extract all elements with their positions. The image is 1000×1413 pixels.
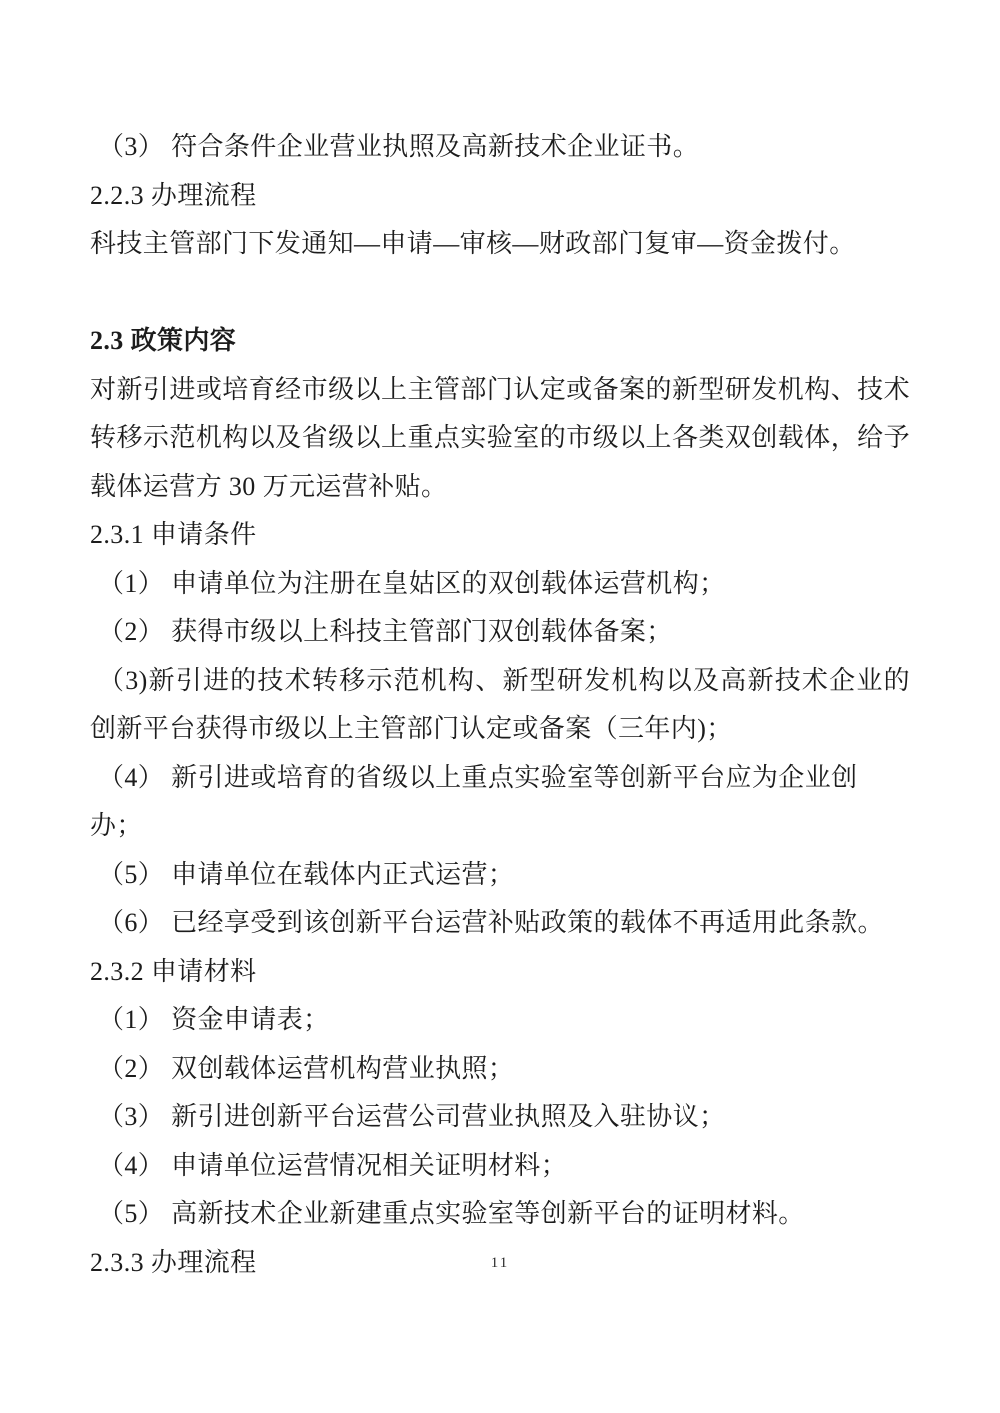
section-heading-2-3-2: 2.3.2 申请材料 xyxy=(90,956,257,986)
list-item: （2） 获得市级以上科技主管部门双创载体备案； xyxy=(98,617,673,646)
section-heading-2-3-1: 2.3.1 申请条件 xyxy=(90,520,257,549)
list-item: （4） 申请单位运营情况相关证明材料； xyxy=(98,1150,568,1180)
list-item: （4） 新引进或培育的省级以上重点实验室等创新平台应为企业创办； xyxy=(90,762,858,840)
section-heading-2-3-3: 2.3.3 办理流程 xyxy=(90,1247,257,1277)
list-item: （5） 高新技术企业新建重点实验室等创新平台的证明材料。 xyxy=(98,1199,805,1228)
section-heading-2-3: 2.3 政策内容 xyxy=(90,326,237,355)
page-number: 11 xyxy=(490,1255,510,1271)
section-heading-2-2-3: 2.2.3 办理流程 xyxy=(90,180,257,210)
blank-line xyxy=(90,269,910,318)
paragraph-process-flow: 科技主管部门下发通知—申请—审核—财政部门复审—资金拨付。 xyxy=(90,229,856,258)
list-item: （6） 已经享受到该创新平台运营补贴政策的载体不再适用此条款。 xyxy=(98,908,884,937)
list-item: （3） 符合条件企业营业执照及高新技术企业证书。 xyxy=(98,132,700,161)
list-item: （1） 申请单位为注册在皇姑区的双创载体运营机构； xyxy=(98,568,726,598)
list-item: （5） 申请单位在载体内正式运营； xyxy=(98,859,515,889)
list-item: （3） 新引进创新平台运营公司营业执照及入驻协议； xyxy=(98,1102,726,1131)
list-item: （2） 双创载体运营机构营业执照； xyxy=(98,1053,515,1083)
list-item: （3)新引进的技术转移示范机构、新型研发机构以及高新技术企业的创新平台获得市级以上主管部门认定或备案（三年内)； xyxy=(90,665,910,743)
paragraph-policy-content: 对新引进或培育经市级以上主管部门认定或备案的新型研发机构、技术转移示范机构以及省级以上重点实验室的市级以上各类双创载体，给予载体运营方 30 万元运营补贴。 xyxy=(90,374,910,501)
list-item: （1） 资金申请表； xyxy=(98,1005,330,1034)
document-body xyxy=(90,123,910,1287)
